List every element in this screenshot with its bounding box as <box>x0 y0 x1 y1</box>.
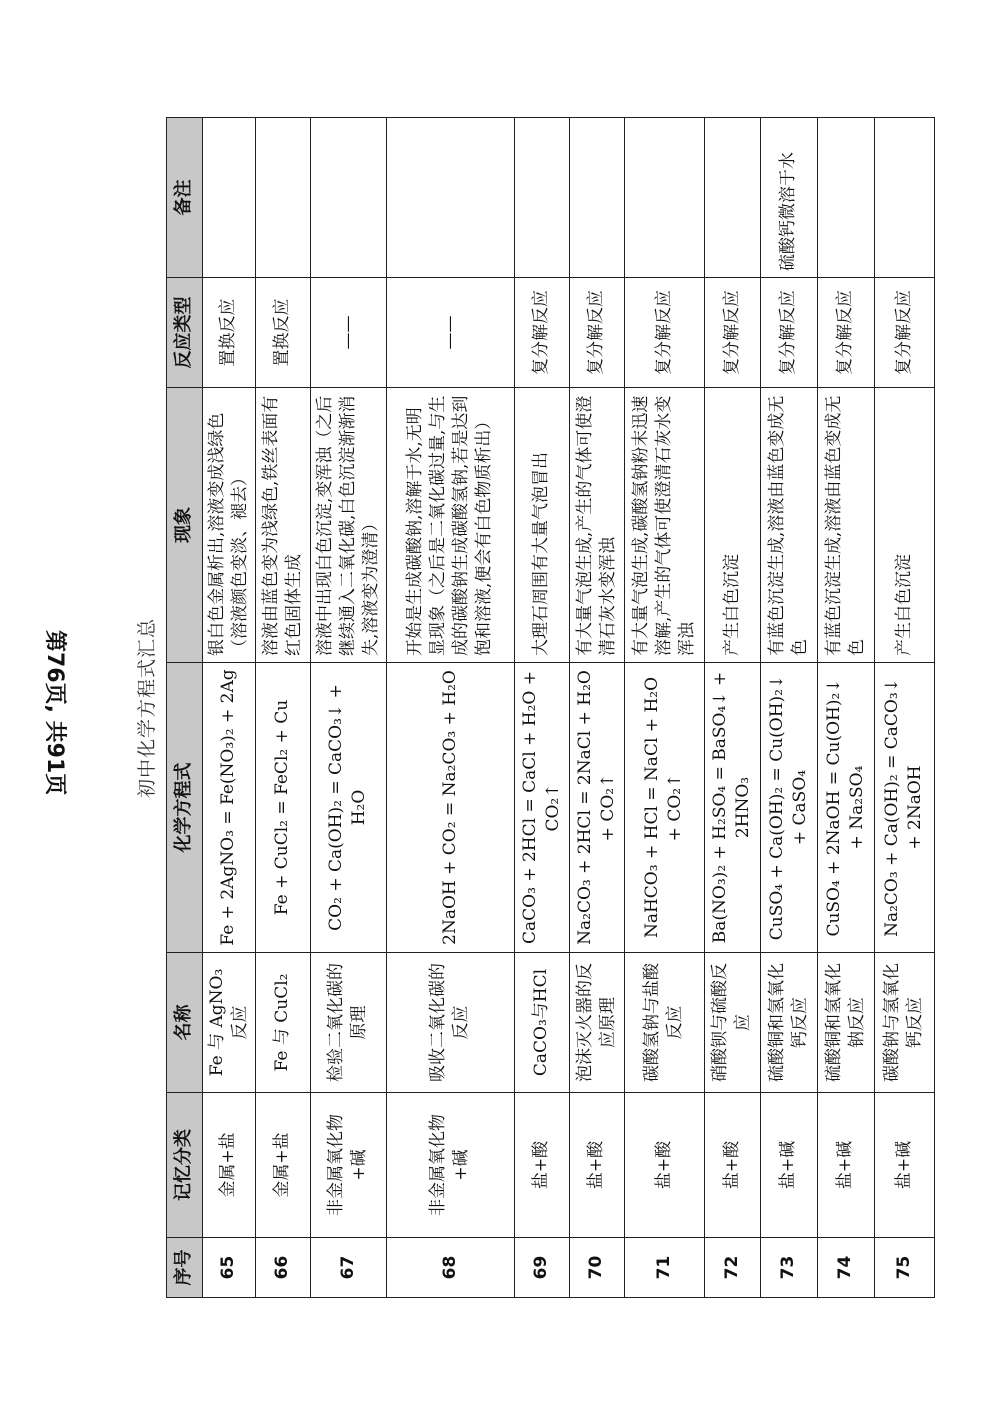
row-category: 盐+酸 <box>569 1093 624 1238</box>
row-note <box>817 118 874 278</box>
table-row <box>255 118 310 1298</box>
row-phenomenon: 有大量气泡生成,碳酸氢钠粉末迅速溶解,产生的气体可使澄清石灰水变浑浊 <box>624 388 704 663</box>
table-row <box>624 118 704 1298</box>
row-equation: Fe + 2AgNO₃ = Fe(NO₃)₂ + 2Ag <box>203 663 256 953</box>
row-name: CaCO₃与HCl <box>514 953 569 1093</box>
row-phenomenon: 有大量气泡生成,产生的气体可使澄清石灰水变浑浊 <box>569 388 624 663</box>
row-note <box>874 118 934 278</box>
row-name: Fe 与 CuCl₂ <box>255 953 310 1093</box>
row-equation: Na₂CO₃ + 2HCl = 2NaCl + H₂O + CO₂↑ <box>569 663 624 953</box>
row-name: 吸收二氧化碳的反应 <box>386 953 514 1093</box>
row-note <box>203 118 256 278</box>
row-note <box>255 118 310 278</box>
row-category: 盐+酸 <box>514 1093 569 1238</box>
row-reaction-type: 置换反应 <box>203 278 256 388</box>
row-equation: Ba(NO₃)₂ + H₂SO₄ = BaSO₄↓ + 2HNO₃ <box>704 663 760 953</box>
row-category: 金属+盐 <box>203 1093 256 1238</box>
row-note <box>514 118 569 278</box>
header-reaction-type: 反应类型 <box>167 278 203 388</box>
row-category: 非金属氧化物+碱 <box>310 1093 386 1238</box>
row-category: 非金属氧化物+碱 <box>386 1093 514 1238</box>
row-number: 71 <box>624 1238 704 1298</box>
row-reaction-type: 置换反应 <box>255 278 310 388</box>
row-equation: NaHCO₃ + HCl = NaCl + H₂O + CO₂↑ <box>624 663 704 953</box>
row-phenomenon: 产生白色沉淀 <box>874 388 934 663</box>
rotated-page <box>136 118 926 1298</box>
header-phenomenon: 现象 <box>167 388 203 663</box>
table-row <box>203 118 256 1298</box>
table-row <box>310 118 386 1298</box>
row-name: 碳酸氢钠与盐酸反应 <box>624 953 704 1093</box>
row-name: 硝酸钡与硫酸反应 <box>704 953 760 1093</box>
row-phenomenon: 产生白色沉淀 <box>704 388 760 663</box>
row-number: 67 <box>310 1238 386 1298</box>
row-name: 碳酸钠与氢氧化钙反应 <box>874 953 934 1093</box>
row-phenomenon: 银白色金属析出,溶液变成浅绿色（溶液颜色变淡、褪去） <box>203 388 256 663</box>
table-row <box>514 118 569 1298</box>
row-name: Fe 与 AgNO₃ 反应 <box>203 953 256 1093</box>
row-reaction-type: 复分解反应 <box>624 278 704 388</box>
row-category: 金属+盐 <box>255 1093 310 1238</box>
table-row <box>760 118 817 1298</box>
table-row <box>874 118 934 1298</box>
row-number: 65 <box>203 1238 256 1298</box>
table-row <box>817 118 874 1298</box>
header-category: 记忆分类 <box>167 1093 203 1238</box>
row-phenomenon: 开始是生成碳酸钠,溶解于水,无明显现象（之后是二氧化碳过量,与生成的碳酸钠生成碳酸氢钠,若是达到饱和溶液,便会有白色物质析出） <box>386 388 514 663</box>
row-number: 73 <box>760 1238 817 1298</box>
row-number: 66 <box>255 1238 310 1298</box>
table-row <box>569 118 624 1298</box>
row-reaction-type: 复分解反应 <box>817 278 874 388</box>
table-row <box>386 118 514 1298</box>
equation-table <box>166 117 935 1298</box>
row-number: 68 <box>386 1238 514 1298</box>
row-category: 盐+碱 <box>760 1093 817 1238</box>
document-title: 初中化学方程式汇总 <box>136 618 158 799</box>
row-number: 74 <box>817 1238 874 1298</box>
row-name: 泡沫灭火器的反应原理 <box>569 953 624 1093</box>
page-number-block <box>36 630 76 796</box>
row-phenomenon: 溶液中出现白色沉淀,变浑浊（之后继续通入二氧化碳,白色沉淀渐渐消失,溶液变为澄清） <box>310 388 386 663</box>
row-number: 69 <box>514 1238 569 1298</box>
header-note: 备注 <box>167 118 203 278</box>
row-equation: Fe + CuCl₂ = FeCl₂ + Cu <box>255 663 310 953</box>
header-no: 序号 <box>167 1238 203 1298</box>
row-equation: CuSO₄ + Ca(OH)₂ = Cu(OH)₂↓ + CaSO₄ <box>760 663 817 953</box>
row-number: 72 <box>704 1238 760 1298</box>
row-note <box>569 118 624 278</box>
row-phenomenon: 有蓝色沉淀生成,溶液由蓝色变成无色 <box>760 388 817 663</box>
row-number: 70 <box>569 1238 624 1298</box>
row-category: 盐+酸 <box>704 1093 760 1238</box>
row-note <box>310 118 386 278</box>
row-reaction-type: 复分解反应 <box>760 278 817 388</box>
row-number: 75 <box>874 1238 934 1298</box>
header-name: 名称 <box>167 953 203 1093</box>
row-equation: Na₂CO₃ + Ca(OH)₂ = CaCO₃↓ + 2NaOH <box>874 663 934 953</box>
row-phenomenon: 大理石周围有大量气泡冒出 <box>514 388 569 663</box>
row-note <box>386 118 514 278</box>
table-header-row <box>167 118 203 1298</box>
page-number: 第76页, 共91页 <box>42 630 67 796</box>
row-reaction-type: 复分解反应 <box>569 278 624 388</box>
row-note <box>704 118 760 278</box>
row-name: 硫酸铜和氢氧化钙反应 <box>760 953 817 1093</box>
table-row <box>704 118 760 1298</box>
row-reaction-type: 复分解反应 <box>704 278 760 388</box>
header-equation: 化学方程式 <box>167 663 203 953</box>
row-category: 盐+酸 <box>624 1093 704 1238</box>
row-phenomenon: 溶液由蓝色变为浅绿色,铁丝表面有红色固体生成 <box>255 388 310 663</box>
row-category: 盐+碱 <box>874 1093 934 1238</box>
row-reaction-type: —— <box>310 278 386 388</box>
row-equation: CuSO₄ + 2NaOH = Cu(OH)₂↓ + Na₂SO₄ <box>817 663 874 953</box>
row-note: 硫酸钙微溶于水 <box>760 118 817 278</box>
row-equation: 2NaOH + CO₂ = Na₂CO₃ + H₂O <box>386 663 514 953</box>
row-reaction-type: 复分解反应 <box>514 278 569 388</box>
row-reaction-type: 复分解反应 <box>874 278 934 388</box>
row-note <box>624 118 704 278</box>
row-name: 检验二氧化碳的原理 <box>310 953 386 1093</box>
row-name: 硫酸铜和氢氧化钠反应 <box>817 953 874 1093</box>
row-phenomenon: 有蓝色沉淀生成,溶液由蓝色变成无色 <box>817 388 874 663</box>
row-equation: CaCO₃ + 2HCl = CaCl + H₂O + CO₂↑ <box>514 663 569 953</box>
row-reaction-type: —— <box>386 278 514 388</box>
row-category: 盐+碱 <box>817 1093 874 1238</box>
row-equation: CO₂ + Ca(OH)₂ = CaCO₃↓ + H₂O <box>310 663 386 953</box>
